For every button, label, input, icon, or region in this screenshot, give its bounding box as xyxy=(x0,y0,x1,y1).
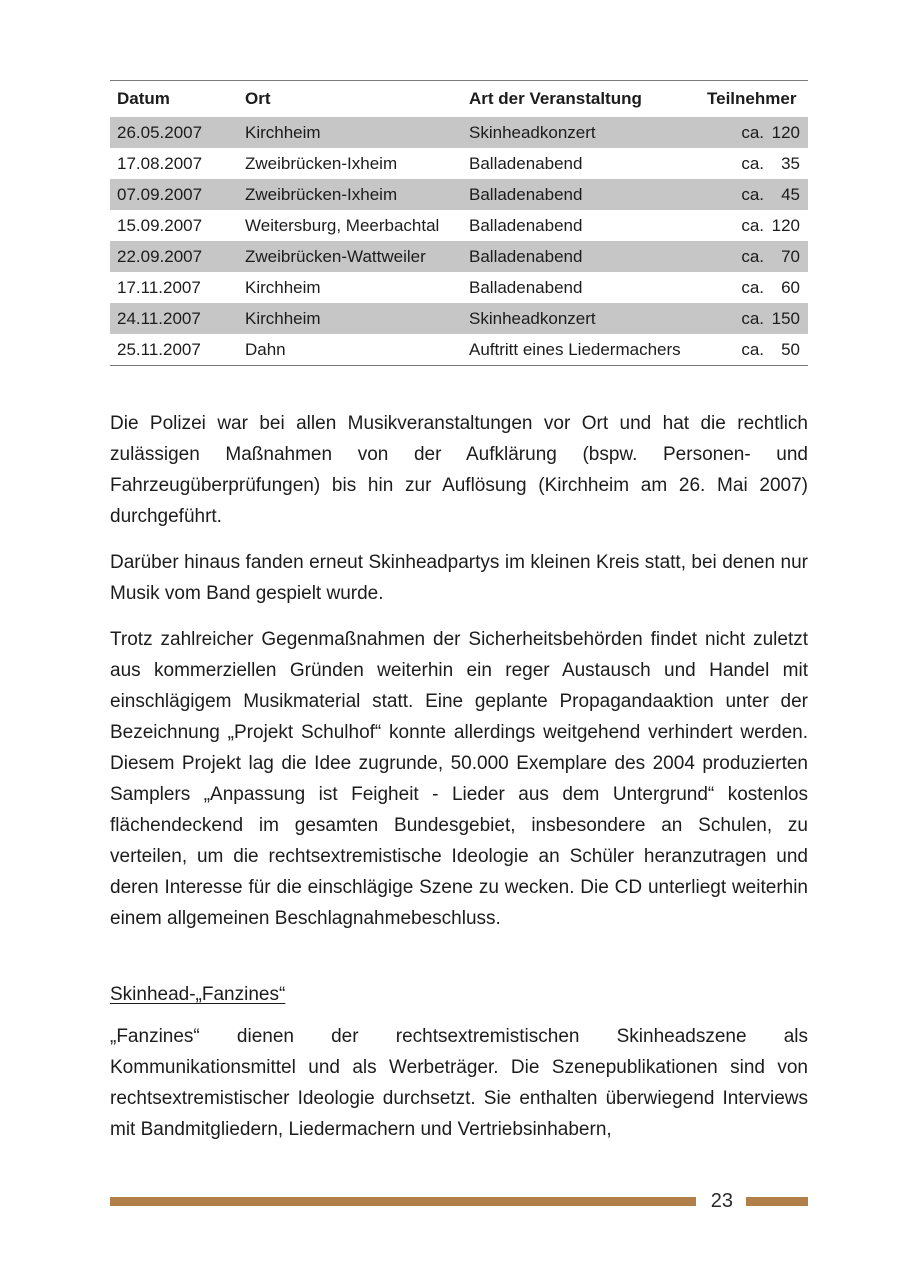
section-heading: Skinhead-„Fanzines“ xyxy=(110,984,286,1005)
ca-label: ca. xyxy=(741,340,764,359)
cell-datum: 25.11.2007 xyxy=(117,340,201,359)
cell-ort: Weitersburg, Meerbachtal xyxy=(245,216,440,235)
table-row xyxy=(110,179,808,210)
table-row xyxy=(110,334,808,366)
table-header-row xyxy=(110,81,808,118)
paragraph: Darüber hinaus fanden erneut Skinheadpartys im kleinen Kreis statt, bei denen nur Musik vom Band gespielt wurde. xyxy=(110,552,808,604)
cell-teilnehmer xyxy=(700,303,808,334)
cell-art: Auftritt eines Liedermachers xyxy=(469,340,681,359)
cell-teilnehmer xyxy=(700,148,808,179)
paragraph: Trotz zahlreicher Gegenmaßnahmen der Sicherheitsbehörden findet nicht zuletzt aus kommerziellen Gründen weiterhin ein reger Austausch und Handel mit einschlägigem Musikmaterial statt. Eine geplante Propagandaaktion unter der Bezeichnung „Projekt Schulhof“ konnte allerdings weitgehend verhindert werden. Diesem Projekt lag die Idee zugrunde, 50.000 Exemplare des 2004 produzierten Samplers „Anpassung ist Feigheit - Lieder aus dem Untergrund“ kostenlos flächendeckend im gesamten Bundesgebiet, insbesondere an Schulen, zu verteilen, um die rechtsextremistische Ideologie an Schüler heranzutragen und deren Interesse für die einschlägige Szene zu wecken. Die CD unterliegt weiterhin einem allgemeinen Beschlagnahmebeschluss. xyxy=(110,629,808,929)
cell-teilnehmer xyxy=(700,179,808,210)
ca-label: ca. xyxy=(741,185,764,204)
events-table xyxy=(110,80,808,366)
column-header-datum: Datum xyxy=(117,89,170,108)
paragraph: Die Polizei war bei allen Musikveranstaltungen vor Ort und hat die rechtlich zulässigen Maßnahmen von der Aufklärung (bspw. Personen- und Fahrzeugüberprüfungen) bis hin zur Auflösung (Kirchheim am 26. Mai 2007) durchgeführt. xyxy=(110,413,808,527)
cell-ort: Dahn xyxy=(245,340,286,359)
paragraph: „Fanzines“ dienen der rechtsextremistischen Skinheadszene als Kommunikationsmittel und als Werbeträger. Die Szenepublikationen sind von rechtsextremistischer Ideologie durchsetzt. Sie enthalten überwiegend Interviews mit Bandmitgliedern, Liedermachern und Vertriebsinhabern, xyxy=(110,1026,808,1140)
page-footer xyxy=(110,1188,808,1214)
table-row xyxy=(110,117,808,148)
cell-datum: 07.09.2007 xyxy=(117,185,203,204)
cell-datum: 24.11.2007 xyxy=(117,309,201,328)
cell-teilnehmer xyxy=(700,117,808,148)
teilnehmer-value: 35 xyxy=(781,154,800,173)
column-header-art: Art der Veranstaltung xyxy=(469,89,642,108)
cell-ort: Kirchheim xyxy=(245,278,321,297)
cell-datum: 22.09.2007 xyxy=(117,247,203,266)
cell-ort: Kirchheim xyxy=(245,123,321,142)
cell-teilnehmer xyxy=(700,241,808,272)
cell-art: Skinheadkonzert xyxy=(469,123,596,142)
cell-ort: Zweibrücken-Ixheim xyxy=(245,154,398,173)
page-number: 23 xyxy=(710,1190,733,1212)
cell-art: Balladenabend xyxy=(469,216,583,235)
table-row xyxy=(110,210,808,241)
cell-ort: Zweibrücken-Ixheim xyxy=(245,185,398,204)
table-row xyxy=(110,272,808,303)
teilnehmer-value: 120 xyxy=(771,123,800,142)
column-header-teilnehmer: Teilnehmer xyxy=(707,89,797,108)
cell-art: Balladenabend xyxy=(469,278,583,297)
cell-art: Skinheadkonzert xyxy=(469,309,596,328)
footer-rule-left xyxy=(110,1197,696,1206)
cell-teilnehmer xyxy=(700,272,808,303)
cell-datum: 26.05.2007 xyxy=(117,123,203,142)
ca-label: ca. xyxy=(741,278,764,297)
ca-label: ca. xyxy=(741,154,764,173)
cell-ort: Kirchheim xyxy=(245,309,321,328)
cell-datum: 17.08.2007 xyxy=(117,154,203,173)
ca-label: ca. xyxy=(741,309,764,328)
cell-ort: Zweibrücken-Wattweiler xyxy=(245,247,426,266)
teilnehmer-value: 70 xyxy=(781,247,800,266)
table-row xyxy=(110,241,808,272)
body-text xyxy=(110,408,808,1145)
cell-art: Balladenabend xyxy=(469,247,583,266)
page-content xyxy=(110,80,808,1160)
cell-teilnehmer xyxy=(700,334,808,366)
teilnehmer-value: 50 xyxy=(781,340,800,359)
cell-datum: 15.09.2007 xyxy=(117,216,203,235)
teilnehmer-value: 150 xyxy=(771,309,800,328)
ca-label: ca. xyxy=(741,123,764,142)
table-row xyxy=(110,303,808,334)
cell-teilnehmer xyxy=(700,210,808,241)
ca-label: ca. xyxy=(741,247,764,266)
teilnehmer-value: 120 xyxy=(771,216,800,235)
ca-label: ca. xyxy=(741,216,764,235)
footer-rule-right xyxy=(746,1197,808,1206)
cell-art: Balladenabend xyxy=(469,185,583,204)
cell-datum: 17.11.2007 xyxy=(117,278,201,297)
table-row xyxy=(110,148,808,179)
teilnehmer-value: 60 xyxy=(781,278,800,297)
cell-art: Balladenabend xyxy=(469,154,583,173)
teilnehmer-value: 45 xyxy=(781,185,800,204)
column-header-ort: Ort xyxy=(245,89,271,108)
